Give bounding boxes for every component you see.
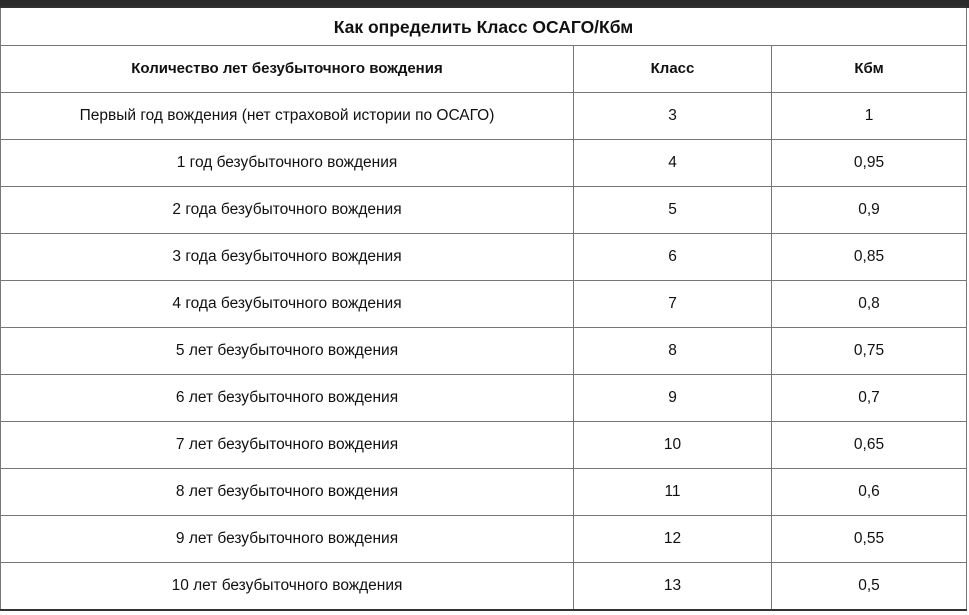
cell-years: 7 лет безубыточного вождения [1,422,574,469]
kbm-class-table [0,6,967,611]
cell-class: 7 [574,281,772,328]
cell-kbm: 0,8 [772,281,967,328]
cell-years: 1 год безубыточного вождения [1,140,574,187]
cell-kbm: 0,5 [772,563,967,611]
cell-kbm: 1 [772,93,967,140]
table-row [1,469,967,516]
table-row [1,140,967,187]
cell-years: 10 лет безубыточного вождения [1,563,574,611]
table-row [1,375,967,422]
table-row [1,328,967,375]
table-row [1,563,967,611]
cell-class: 11 [574,469,772,516]
column-header-class: Класс [574,46,772,93]
cell-years: 5 лет безубыточного вождения [1,328,574,375]
table-row [1,187,967,234]
cell-kbm: 0,6 [772,469,967,516]
cell-class: 13 [574,563,772,611]
column-header-kbm: Кбм [772,46,967,93]
cell-years: 8 лет безубыточного вождения [1,469,574,516]
cell-years: 6 лет безубыточного вождения [1,375,574,422]
cell-years: Первый год вождения (нет страховой истории по ОСАГО) [1,93,574,140]
cell-class: 3 [574,93,772,140]
cell-class: 12 [574,516,772,563]
cell-kbm: 0,7 [772,375,967,422]
cell-kbm: 0,85 [772,234,967,281]
cell-years: 3 года безубыточного вождения [1,234,574,281]
cell-class: 4 [574,140,772,187]
cell-kbm: 0,75 [772,328,967,375]
cell-class: 10 [574,422,772,469]
cell-class: 6 [574,234,772,281]
table-row [1,516,967,563]
cell-class: 8 [574,328,772,375]
table-title: Как определить Класс ОСАГО/Кбм [1,7,967,46]
table-row [1,234,967,281]
cell-kbm: 0,9 [772,187,967,234]
cell-class: 5 [574,187,772,234]
cell-kbm: 0,55 [772,516,967,563]
table-row [1,422,967,469]
table-row [1,281,967,328]
cell-class: 9 [574,375,772,422]
table-row [1,93,967,140]
cell-kbm: 0,95 [772,140,967,187]
column-header-years: Количество лет безубыточного вождения [1,46,574,93]
cell-years: 9 лет безубыточного вождения [1,516,574,563]
cell-years: 2 года безубыточного вождения [1,187,574,234]
cell-years: 4 года безубыточного вождения [1,281,574,328]
cell-kbm: 0,65 [772,422,967,469]
